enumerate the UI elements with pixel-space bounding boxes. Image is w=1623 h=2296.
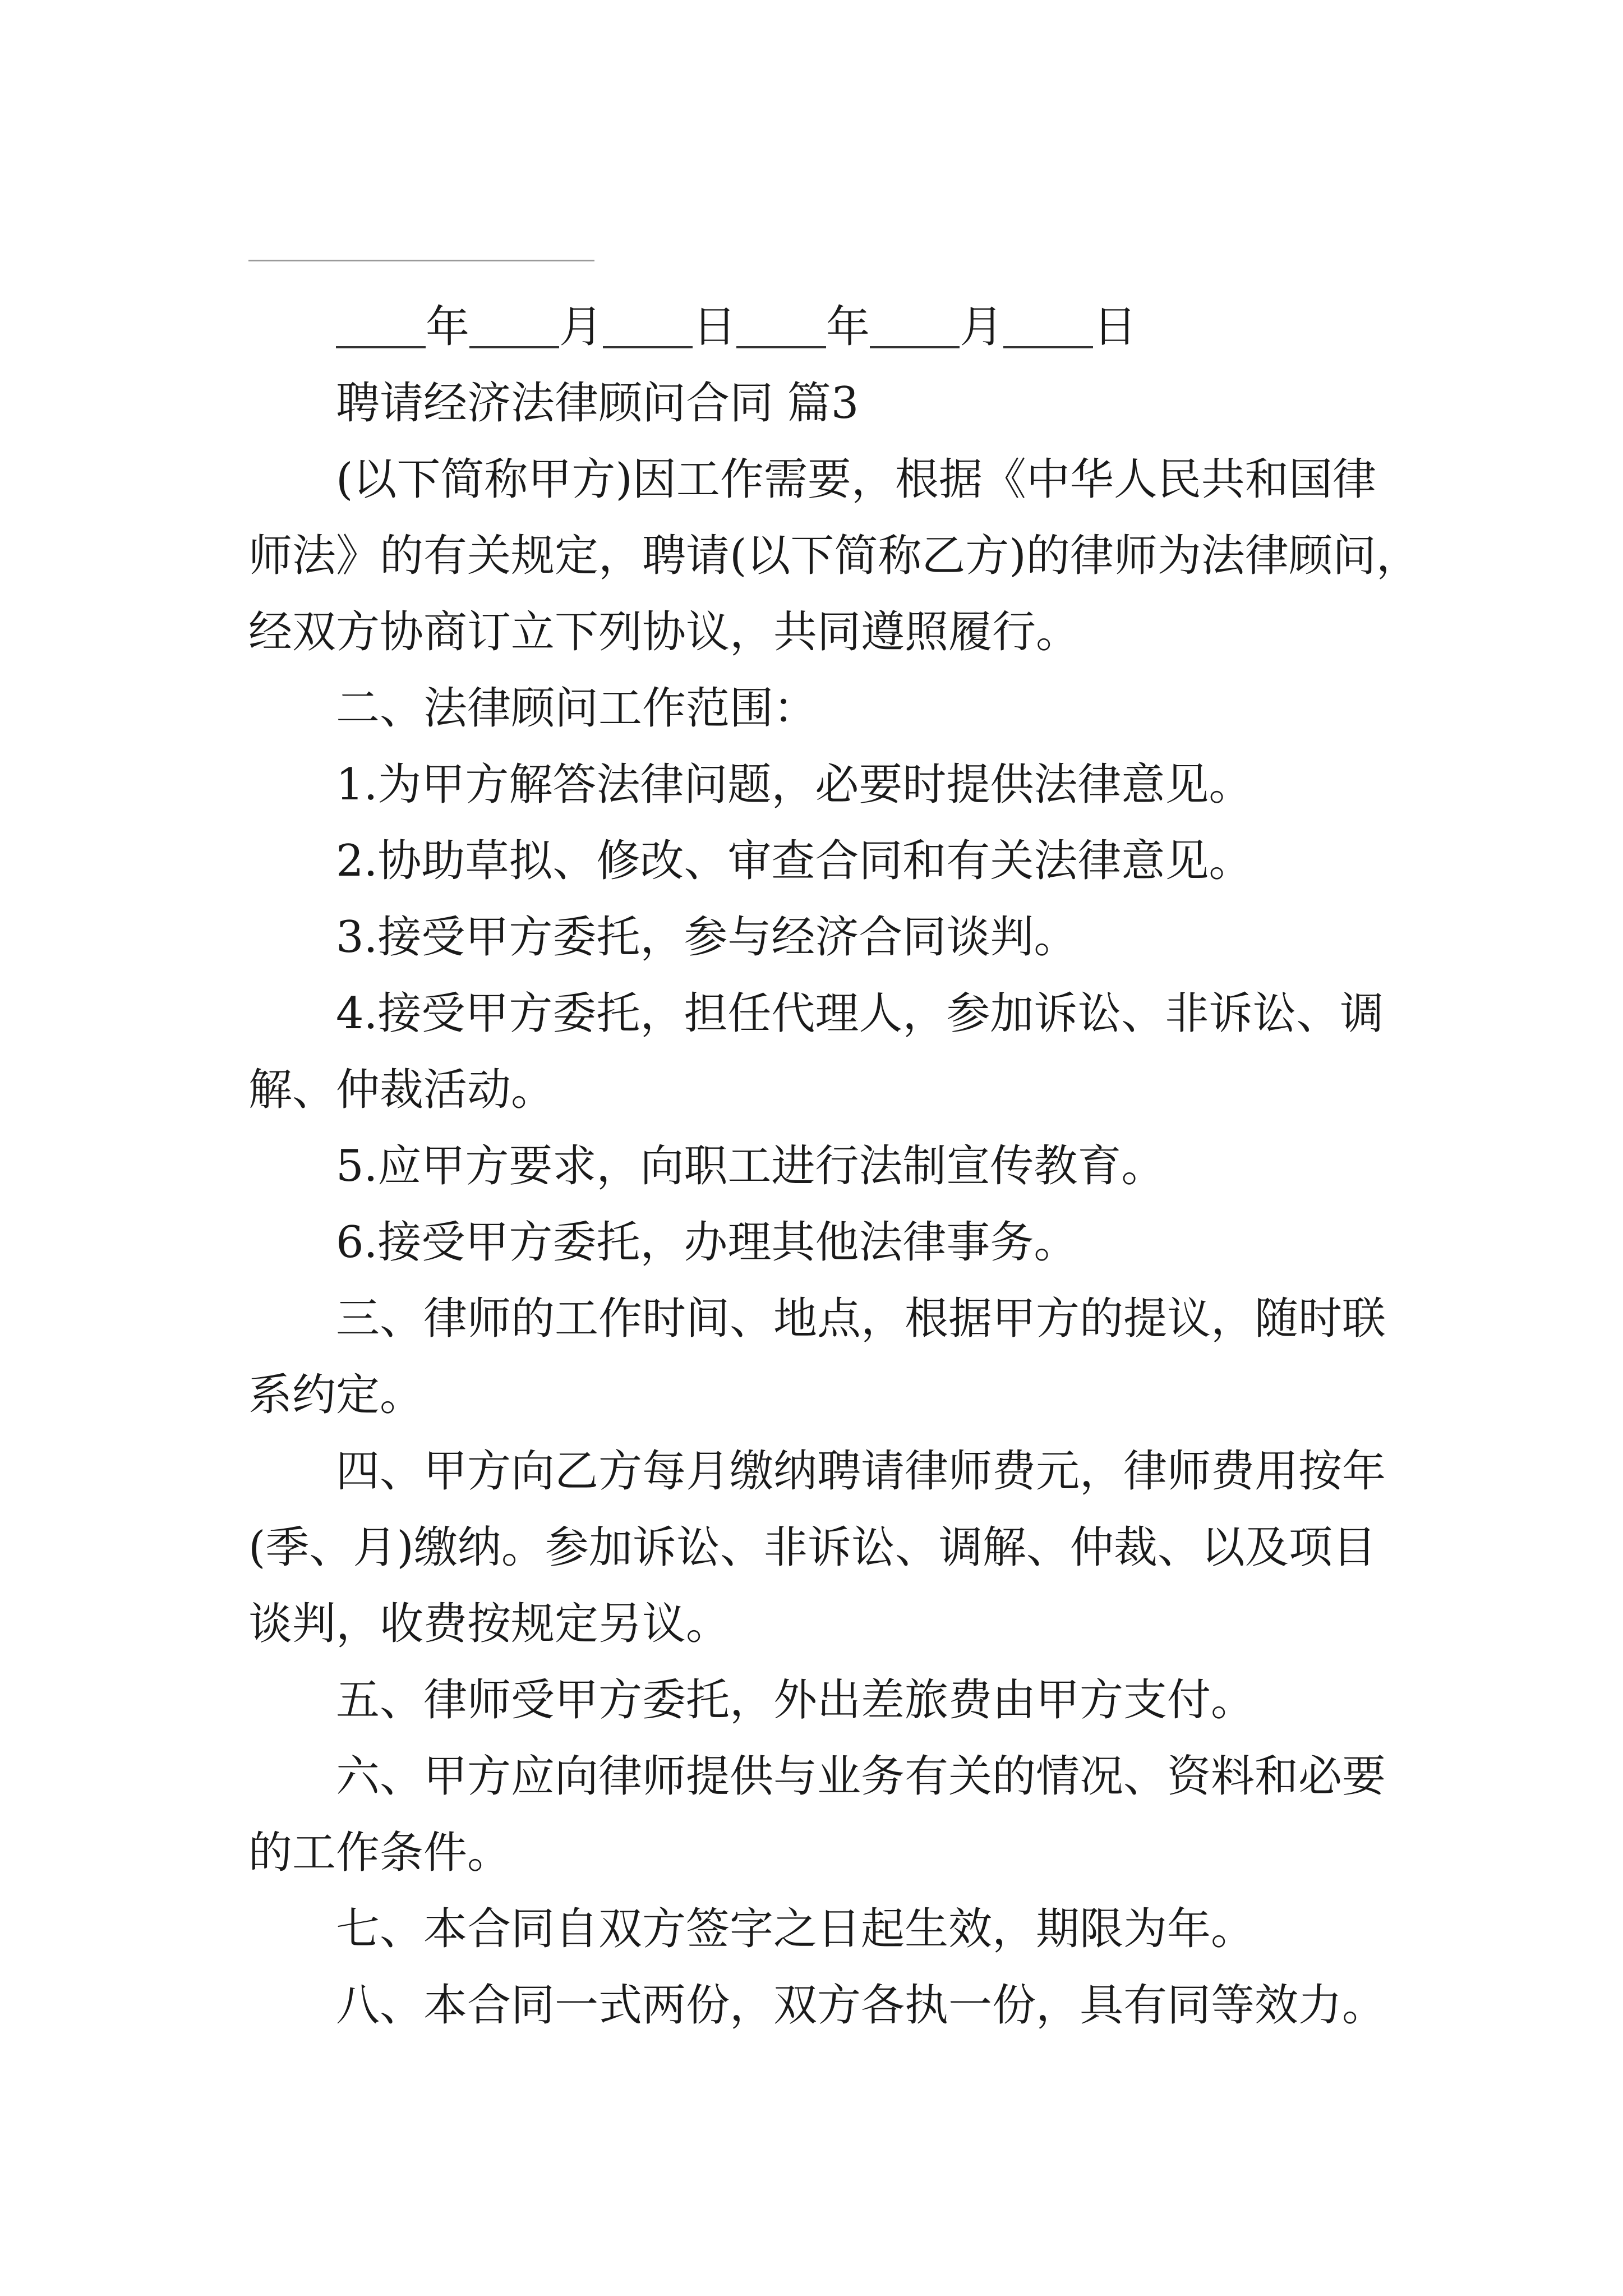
signature-rule <box>248 260 594 261</box>
list-item <box>248 1204 1387 1281</box>
paragraph-line: 八、本合同一式两份，双方各执一份，具有同等效力。 <box>336 1980 1386 2031</box>
date-blank <box>469 302 559 348</box>
clause-eight <box>248 1967 1387 2044</box>
paragraph-line: 二、法律顾问工作范围： <box>336 683 818 734</box>
paragraph-intro <box>248 441 1420 670</box>
paragraph-line: 师法》的有关规定，聘请(以下简称乙方)的律师为法律顾问， <box>248 531 1420 581</box>
date-fill-line <box>248 289 1387 365</box>
paragraph-line: 五、律师受甲方委托，外出差旅费由甲方支付。 <box>336 1675 1255 1726</box>
paragraph-line: 2.协助草拟、修改、审查合同和有关法律意见。 <box>336 836 1253 886</box>
date-blank <box>603 302 693 348</box>
paragraph-line: 三、律师的工作时间、地点，根据甲方的提议，随时联 <box>336 1294 1386 1344</box>
paragraph-line: (季、月)缴纳。参加诉讼、非诉讼、调解、仲裁、以及项目 <box>248 1522 1376 1573</box>
paragraph-line: 3.接受甲方委托，参与经济合同谈判。 <box>336 912 1078 963</box>
paragraph-line: 谈判，收费按规定另议。 <box>248 1599 730 1649</box>
date-blank <box>336 302 426 348</box>
paragraph-line: 6.接受甲方委托，办理其他法律事务。 <box>336 1217 1078 1268</box>
date-unit-day: 日 <box>1093 302 1137 352</box>
paragraph-line: 的工作条件。 <box>248 1828 511 1878</box>
clause-four <box>248 1433 1387 1662</box>
paragraph-line: 系约定。 <box>248 1370 424 1420</box>
date-unit-month: 月 <box>960 302 1004 352</box>
clause-three <box>248 1281 1387 1433</box>
date-unit-month: 月 <box>559 302 603 352</box>
list-item <box>248 823 1387 899</box>
list-item <box>248 747 1387 823</box>
document-body <box>248 289 1420 2044</box>
paragraph-line: 四、甲方向乙方每月缴纳聘请律师费元，律师费用按年 <box>336 1446 1386 1497</box>
date-blank <box>870 302 960 348</box>
date-unit-year: 年 <box>426 302 470 352</box>
date-blank <box>1003 302 1093 348</box>
list-item <box>248 899 1387 976</box>
date-unit-day: 日 <box>693 302 737 352</box>
paragraph-line: 解、仲裁活动。 <box>248 1065 555 1115</box>
document-title: 聘请经济法律顾问合同 篇3 <box>336 378 859 429</box>
paragraph-line: 1.为甲方解答法律问题，必要时提供法律意见。 <box>336 760 1253 810</box>
clause-five <box>248 1662 1387 1738</box>
paragraph-line: 七、本合同自双方签字之日起生效，期限为年。 <box>336 1904 1255 1954</box>
clause-six <box>248 1738 1387 1891</box>
paragraph-line: 5.应甲方要求，向职工进行法制宣传教育。 <box>336 1141 1165 1191</box>
section-heading-scope <box>248 670 1387 747</box>
date-blank <box>736 302 826 348</box>
date-unit-year: 年 <box>826 302 870 352</box>
paragraph-line: 经双方协商订立下列协议，共同遵照履行。 <box>248 607 1080 657</box>
list-item <box>248 976 1387 1128</box>
paragraph-line: 4.接受甲方委托，担任代理人，参加诉讼、非诉讼、调 <box>336 988 1384 1039</box>
clause-seven <box>248 1891 1387 1967</box>
paragraph-line: 六、甲方应向律师提供与业务有关的情况、资料和必要 <box>336 1751 1386 1802</box>
list-item <box>248 1128 1387 1204</box>
paragraph-line: (以下简称甲方)因工作需要，根据《中华人民共和国律 <box>336 454 1376 505</box>
